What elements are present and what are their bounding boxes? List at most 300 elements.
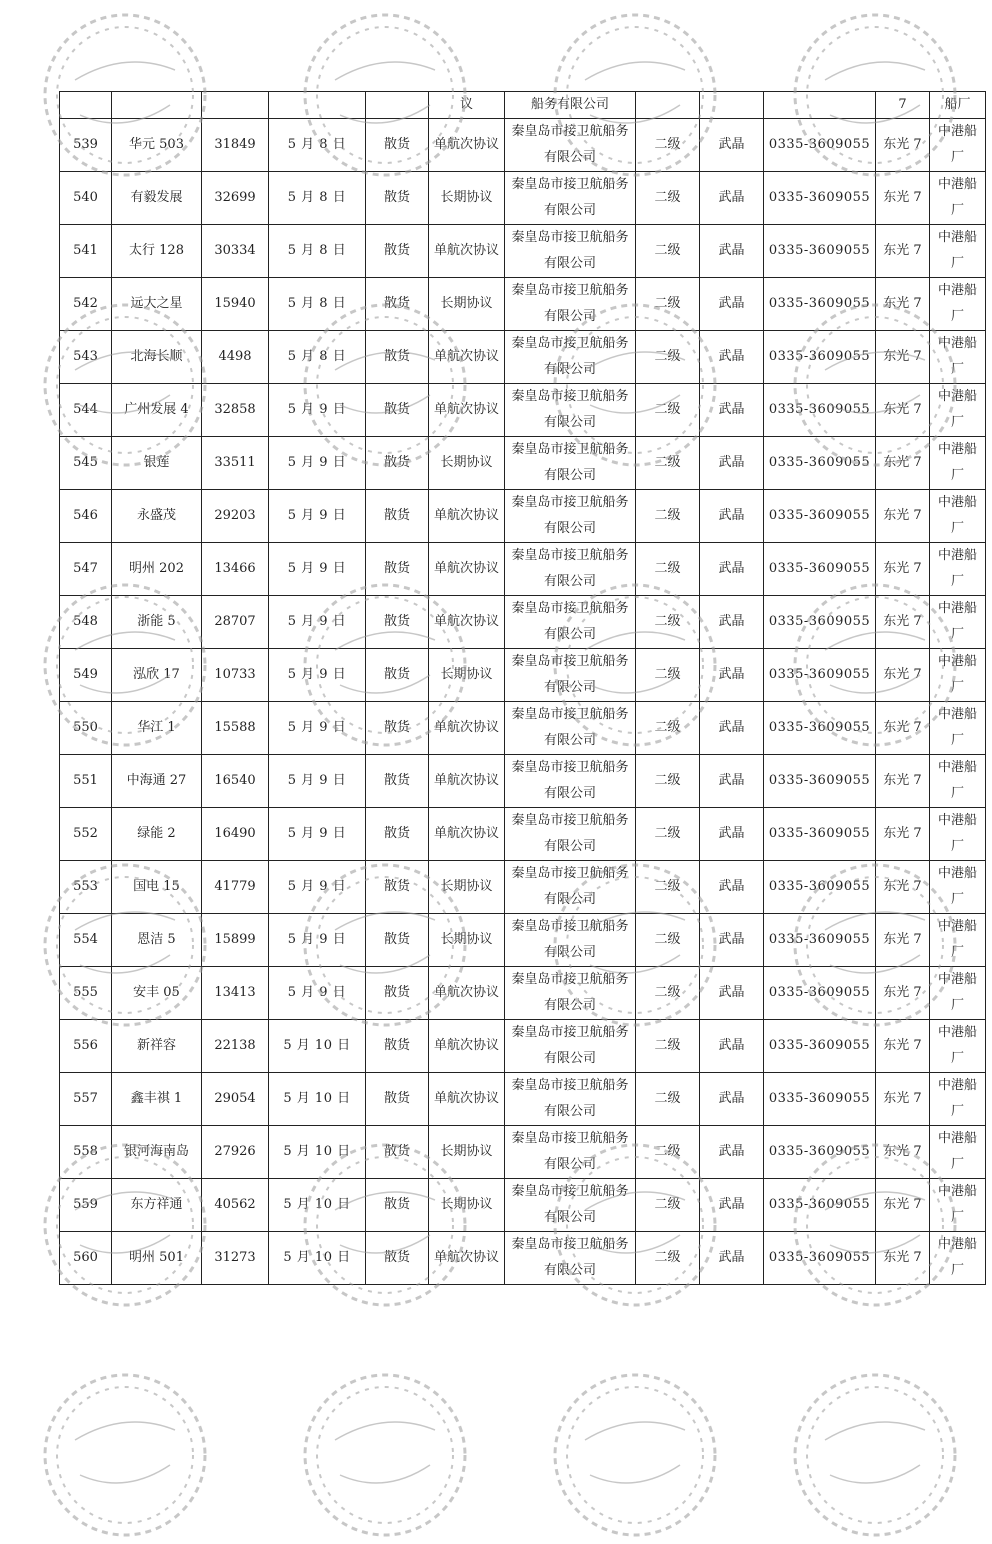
cell-tonnage: 13413 [202,967,269,1020]
cell-phone: 0335-3609055 [764,808,876,861]
cell-cargo: 散货 [366,278,429,331]
cell-agent: 秦皇岛市接卫航船务有限公司 [505,437,636,490]
cell-agent: 秦皇岛市接卫航船务有限公司 [505,119,636,172]
cell-phone: 0335-3609055 [764,967,876,1020]
cell-date: 5 月 8 日 [269,331,366,384]
cell-agent: 秦皇岛市接卫航船务有限公司 [505,225,636,278]
cell-date: 5 月 8 日 [269,172,366,225]
cell-no: 540 [60,172,112,225]
cell-ship: 安丰 05 [112,967,202,1020]
cell-agent: 秦皇岛市接卫航船务有限公司 [505,755,636,808]
cell-tonnage: 27926 [202,1126,269,1179]
cell-date: 5 月 9 日 [269,384,366,437]
cell-phone: 0335-3609055 [764,384,876,437]
cell-date: 5 月 10 日 [269,1073,366,1126]
cell-grade: 二级 [636,861,700,914]
cell-ship: 北海长顺 [112,331,202,384]
cell-ship: 远大之星 [112,278,202,331]
cell-date: 5 月 10 日 [269,1126,366,1179]
cell-person: 武晶 [700,225,764,278]
cell-cargo: 散货 [366,119,429,172]
cell-ship: 绿能 2 [112,808,202,861]
cell-agreement: 单航次协议 [429,331,505,384]
cell-phone: 0335-3609055 [764,1073,876,1126]
cell-berth: 中港船厂 [930,331,986,384]
cell-no: 544 [60,384,112,437]
cell-date: 5 月 9 日 [269,649,366,702]
cell-cargo: 散货 [366,808,429,861]
cell-tonnage: 33511 [202,437,269,490]
cell-grade: 二级 [636,119,700,172]
cell-phone: 0335-3609055 [764,490,876,543]
cell-anchorage: 东光 7 [876,384,930,437]
cell-date: 5 月 9 日 [269,861,366,914]
cell-grade: 二级 [636,1073,700,1126]
cell-person: 武晶 [700,702,764,755]
cell-person: 武晶 [700,172,764,225]
cell-berth: 中港船厂 [930,1232,986,1285]
cell-phone: 0335-3609055 [764,543,876,596]
cell-ship: 东方祥通 [112,1179,202,1232]
cell-tonnage: 15588 [202,702,269,755]
cell-anchorage: 东光 7 [876,172,930,225]
cell-person: 武晶 [700,1126,764,1179]
cell-berth: 中港船厂 [930,172,986,225]
cell-agreement: 长期协议 [429,861,505,914]
table-row [60,119,986,172]
cell-no: 559 [60,1179,112,1232]
cell-agent: 秦皇岛市接卫航船务有限公司 [505,172,636,225]
cell-tonnage: 15940 [202,278,269,331]
cell-agent: 秦皇岛市接卫航船务有限公司 [505,914,636,967]
cell-no: 542 [60,278,112,331]
cell-date: 5 月 9 日 [269,808,366,861]
watermark-stamp [790,1370,960,1540]
cell-cargo: 散货 [366,914,429,967]
cell-agent: 秦皇岛市接卫航船务有限公司 [505,702,636,755]
cell-berth: 中港船厂 [930,1020,986,1073]
cell-berth: 中港船厂 [930,1073,986,1126]
watermark-stamp [300,1370,470,1540]
table-row [60,437,986,490]
cell-grade: 二级 [636,490,700,543]
cell-agreement: 单航次协议 [429,543,505,596]
cell-phone: 0335-3609055 [764,1179,876,1232]
cell-no: 539 [60,119,112,172]
cell-cargo: 散货 [366,384,429,437]
cell-cargo: 散货 [366,1073,429,1126]
cell-phone: 0335-3609055 [764,702,876,755]
cell-berth: 中港船厂 [930,861,986,914]
cell-date: 5 月 9 日 [269,490,366,543]
watermark-ring-icon [550,1370,720,1540]
cell-ship: 鑫丰祺 1 [112,1073,202,1126]
cell-person: 武晶 [700,808,764,861]
cell-agent: 秦皇岛市接卫航船务有限公司 [505,808,636,861]
cell-tonnage: 31273 [202,1232,269,1285]
cell-cargo: 散货 [366,172,429,225]
table-row [60,1126,986,1179]
cell-ship: 永盛茂 [112,490,202,543]
cell-phone: 0335-3609055 [764,596,876,649]
cell-person: 武晶 [700,1073,764,1126]
cell-person: 武晶 [700,384,764,437]
cell-date: 5 月 8 日 [269,225,366,278]
cell-person: 武晶 [700,543,764,596]
cell-agreement: 单航次协议 [429,225,505,278]
cell-berth: 中港船厂 [930,119,986,172]
cell-anchorage: 东光 7 [876,1232,930,1285]
cell-agreement: 单航次协议 [429,808,505,861]
cell-tonnage [202,92,269,119]
cell-phone: 0335-3609055 [764,172,876,225]
watermark-ring-icon [40,1370,210,1540]
cell-grade: 二级 [636,278,700,331]
cell-grade: 二级 [636,1020,700,1073]
cell-ship [112,92,202,119]
cell-tonnage: 13466 [202,543,269,596]
table-row [60,543,986,596]
cell-ship: 恩洁 5 [112,914,202,967]
cell-cargo: 散货 [366,1126,429,1179]
cell-no: 549 [60,649,112,702]
cell-grade: 二级 [636,437,700,490]
cell-agreement: 议 [429,92,505,119]
cell-date: 5 月 9 日 [269,755,366,808]
cell-tonnage: 22138 [202,1020,269,1073]
table-row [60,861,986,914]
cell-cargo: 散货 [366,1232,429,1285]
cell-no: 546 [60,490,112,543]
cell-tonnage: 4498 [202,331,269,384]
cell-anchorage: 东光 7 [876,914,930,967]
cell-no: 553 [60,861,112,914]
cell-agreement: 长期协议 [429,278,505,331]
continuation-row [60,92,986,119]
cell-no: 554 [60,914,112,967]
cell-anchorage: 东光 7 [876,1126,930,1179]
cell-grade: 二级 [636,1179,700,1232]
cell-cargo: 散货 [366,755,429,808]
cell-person: 武晶 [700,967,764,1020]
cell-agent: 秦皇岛市接卫航船务有限公司 [505,1126,636,1179]
cell-agreement: 单航次协议 [429,596,505,649]
cell-cargo: 散货 [366,543,429,596]
cell-anchorage: 东光 7 [876,543,930,596]
table-row [60,1020,986,1073]
cell-anchorage: 东光 7 [876,1073,930,1126]
cell-phone: 0335-3609055 [764,914,876,967]
cell-cargo: 散货 [366,702,429,755]
table-row [60,808,986,861]
cell-no: 551 [60,755,112,808]
cell-anchorage: 东光 7 [876,437,930,490]
cell-phone: 0335-3609055 [764,861,876,914]
cell-agent: 秦皇岛市接卫航船务有限公司 [505,1179,636,1232]
cell-anchorage: 东光 7 [876,119,930,172]
cell-tonnage: 15899 [202,914,269,967]
cell-agent: 秦皇岛市接卫航船务有限公司 [505,596,636,649]
cell-no: 555 [60,967,112,1020]
cell-agreement: 长期协议 [429,437,505,490]
cell-grade: 二级 [636,225,700,278]
cell-berth: 中港船厂 [930,967,986,1020]
table-row [60,649,986,702]
cell-grade: 二级 [636,596,700,649]
cell-berth: 中港船厂 [930,437,986,490]
cell-anchorage: 东光 7 [876,1020,930,1073]
cell-anchorage: 东光 7 [876,755,930,808]
table-row [60,1073,986,1126]
cell-person: 武晶 [700,490,764,543]
cell-anchorage: 7 [876,92,930,119]
cell-grade [636,92,700,119]
cell-phone: 0335-3609055 [764,1020,876,1073]
cell-berth: 中港船厂 [930,914,986,967]
cell-cargo: 散货 [366,490,429,543]
cell-agent: 秦皇岛市接卫航船务有限公司 [505,331,636,384]
cell-no: 547 [60,543,112,596]
cell-person: 武晶 [700,119,764,172]
cell-agent: 秦皇岛市接卫航船务有限公司 [505,967,636,1020]
cell-ship: 银莲 [112,437,202,490]
cell-no: 552 [60,808,112,861]
cell-phone: 0335-3609055 [764,225,876,278]
cell-person: 武晶 [700,861,764,914]
watermark-ring-icon [790,1370,960,1540]
cell-person: 武晶 [700,1020,764,1073]
cell-person: 武晶 [700,755,764,808]
cell-date: 5 月 10 日 [269,1232,366,1285]
cell-berth: 中港船厂 [930,384,986,437]
cell-grade: 二级 [636,649,700,702]
cell-ship: 有毅发展 [112,172,202,225]
cell-agreement: 单航次协议 [429,1232,505,1285]
cell-person [700,92,764,119]
cell-person: 武晶 [700,596,764,649]
table-row [60,702,986,755]
watermark-ring-icon [300,1370,470,1540]
cell-cargo: 散货 [366,649,429,702]
watermark-stamp [550,1370,720,1540]
cell-agreement: 长期协议 [429,649,505,702]
cell-ship: 国电 15 [112,861,202,914]
cell-tonnage: 41779 [202,861,269,914]
cell-no: 548 [60,596,112,649]
cell-agent: 秦皇岛市接卫航船务有限公司 [505,490,636,543]
watermark-stamp [40,1370,210,1540]
cell-date [269,92,366,119]
cell-agreement: 单航次协议 [429,490,505,543]
table-row [60,596,986,649]
table-row [60,331,986,384]
cell-no: 541 [60,225,112,278]
cell-tonnage: 10733 [202,649,269,702]
cell-phone: 0335-3609055 [764,755,876,808]
cell-tonnage: 16490 [202,808,269,861]
cell-berth: 中港船厂 [930,596,986,649]
cell-anchorage: 东光 7 [876,490,930,543]
cell-phone: 0335-3609055 [764,278,876,331]
cell-agreement: 单航次协议 [429,702,505,755]
cell-date: 5 月 10 日 [269,1020,366,1073]
cell-grade: 二级 [636,1232,700,1285]
cell-agent: 船务有限公司 [505,92,636,119]
cell-cargo: 散货 [366,437,429,490]
cell-agreement: 长期协议 [429,914,505,967]
cell-tonnage: 29054 [202,1073,269,1126]
cell-tonnage: 29203 [202,490,269,543]
cell-date: 5 月 9 日 [269,702,366,755]
cell-agent: 秦皇岛市接卫航船务有限公司 [505,278,636,331]
cell-grade: 二级 [636,808,700,861]
cell-no: 560 [60,1232,112,1285]
cell-berth: 中港船厂 [930,755,986,808]
cell-date: 5 月 9 日 [269,914,366,967]
cell-agent: 秦皇岛市接卫航船务有限公司 [505,1232,636,1285]
table-row [60,755,986,808]
cell-berth: 船厂 [930,92,986,119]
cell-phone: 0335-3609055 [764,649,876,702]
cell-agreement: 单航次协议 [429,1020,505,1073]
cell-anchorage: 东光 7 [876,596,930,649]
cell-anchorage: 东光 7 [876,331,930,384]
cell-cargo: 散货 [366,967,429,1020]
cell-ship: 明州 501 [112,1232,202,1285]
cell-person: 武晶 [700,331,764,384]
cell-anchorage: 东光 7 [876,808,930,861]
cell-berth: 中港船厂 [930,278,986,331]
table-row [60,490,986,543]
cell-ship: 太行 128 [112,225,202,278]
cell-grade: 二级 [636,914,700,967]
cell-date: 5 月 9 日 [269,596,366,649]
cell-phone: 0335-3609055 [764,1126,876,1179]
ship-registry-table [59,91,986,1285]
cell-grade: 二级 [636,1126,700,1179]
table-row [60,967,986,1020]
cell-person: 武晶 [700,1179,764,1232]
cell-tonnage: 16540 [202,755,269,808]
cell-date: 5 月 9 日 [269,967,366,1020]
cell-agent: 秦皇岛市接卫航船务有限公司 [505,649,636,702]
cell-ship: 明州 202 [112,543,202,596]
cell-tonnage: 30334 [202,225,269,278]
cell-ship: 泓欣 17 [112,649,202,702]
table-row [60,278,986,331]
table-row [60,225,986,278]
cell-anchorage: 东光 7 [876,967,930,1020]
cell-anchorage: 东光 7 [876,861,930,914]
cell-cargo: 散货 [366,1179,429,1232]
cell-phone: 0335-3609055 [764,1232,876,1285]
cell-person: 武晶 [700,437,764,490]
cell-phone: 0335-3609055 [764,119,876,172]
cell-no: 543 [60,331,112,384]
cell-ship: 中海通 27 [112,755,202,808]
cell-ship: 浙能 5 [112,596,202,649]
cell-tonnage: 31849 [202,119,269,172]
cell-person: 武晶 [700,1232,764,1285]
cell-cargo: 散货 [366,1020,429,1073]
cell-tonnage: 32699 [202,172,269,225]
cell-no: 558 [60,1126,112,1179]
cell-ship: 华元 503 [112,119,202,172]
cell-agent: 秦皇岛市接卫航船务有限公司 [505,1073,636,1126]
cell-no [60,92,112,119]
cell-berth: 中港船厂 [930,1179,986,1232]
cell-no: 550 [60,702,112,755]
cell-grade: 二级 [636,172,700,225]
cell-agreement: 单航次协议 [429,119,505,172]
cell-anchorage: 东光 7 [876,225,930,278]
cell-grade: 二级 [636,331,700,384]
table-row [60,1232,986,1285]
cell-grade: 二级 [636,384,700,437]
cell-anchorage: 东光 7 [876,649,930,702]
cell-cargo: 散货 [366,225,429,278]
cell-berth: 中港船厂 [930,808,986,861]
cell-cargo: 散货 [366,331,429,384]
cell-ship: 新祥容 [112,1020,202,1073]
cell-agent: 秦皇岛市接卫航船务有限公司 [505,1020,636,1073]
cell-agreement: 长期协议 [429,172,505,225]
cell-berth: 中港船厂 [930,1126,986,1179]
cell-berth: 中港船厂 [930,702,986,755]
table-row [60,384,986,437]
cell-agreement: 长期协议 [429,1179,505,1232]
cell-berth: 中港船厂 [930,225,986,278]
cell-person: 武晶 [700,278,764,331]
cell-cargo: 散货 [366,861,429,914]
cell-person: 武晶 [700,649,764,702]
cell-cargo: 散货 [366,596,429,649]
cell-anchorage: 东光 7 [876,702,930,755]
cell-agent: 秦皇岛市接卫航船务有限公司 [505,861,636,914]
cell-anchorage: 东光 7 [876,278,930,331]
cell-agreement: 单航次协议 [429,1073,505,1126]
cell-grade: 二级 [636,967,700,1020]
cell-agreement: 单航次协议 [429,755,505,808]
cell-cargo [366,92,429,119]
cell-agreement: 单航次协议 [429,384,505,437]
cell-tonnage: 40562 [202,1179,269,1232]
cell-agreement: 单航次协议 [429,967,505,1020]
cell-berth: 中港船厂 [930,490,986,543]
cell-tonnage: 28707 [202,596,269,649]
cell-agreement: 长期协议 [429,1126,505,1179]
cell-phone: 0335-3609055 [764,331,876,384]
cell-berth: 中港船厂 [930,543,986,596]
cell-berth: 中港船厂 [930,649,986,702]
cell-grade: 二级 [636,543,700,596]
table-row [60,1179,986,1232]
cell-no: 556 [60,1020,112,1073]
cell-date: 5 月 10 日 [269,1179,366,1232]
cell-phone: 0335-3609055 [764,437,876,490]
cell-agent: 秦皇岛市接卫航船务有限公司 [505,384,636,437]
table-row [60,914,986,967]
cell-date: 5 月 8 日 [269,278,366,331]
cell-phone [764,92,876,119]
cell-date: 5 月 9 日 [269,543,366,596]
cell-person: 武晶 [700,914,764,967]
cell-tonnage: 32858 [202,384,269,437]
cell-ship: 华江 1 [112,702,202,755]
cell-no: 557 [60,1073,112,1126]
cell-ship: 广州发展 4 [112,384,202,437]
cell-date: 5 月 9 日 [269,437,366,490]
